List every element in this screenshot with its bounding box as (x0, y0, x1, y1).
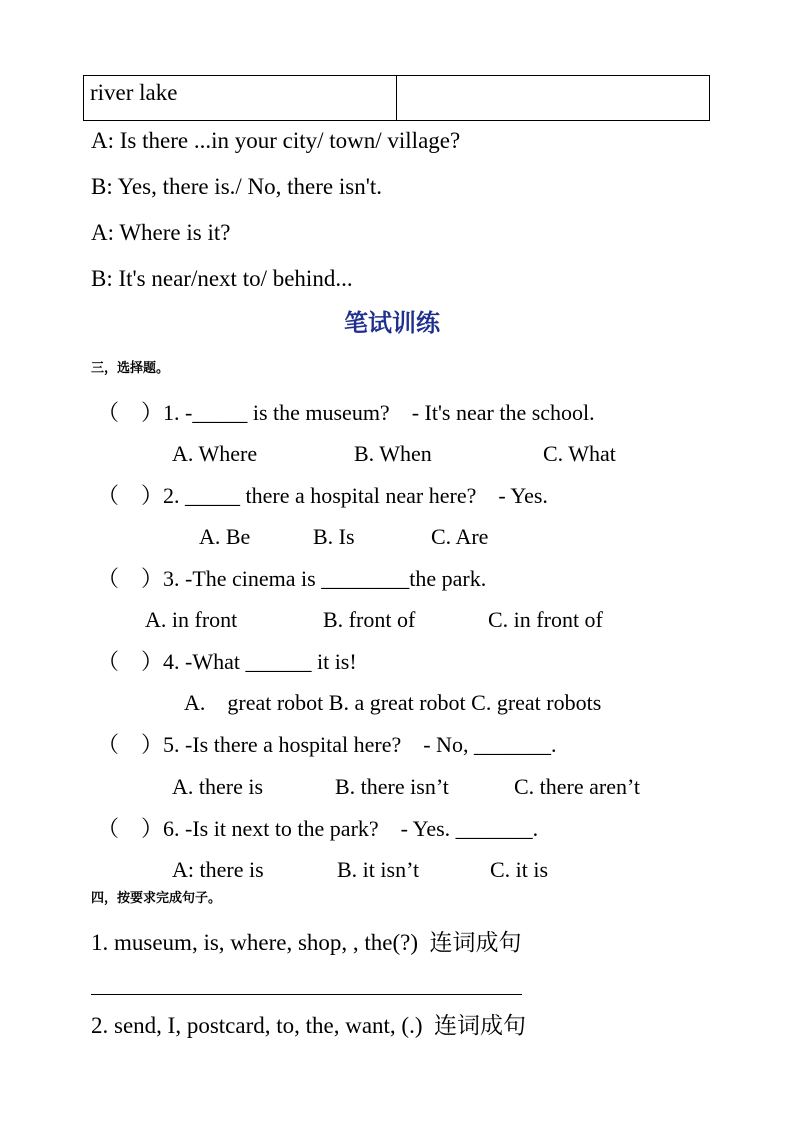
option: A. in front (145, 607, 238, 632)
option: A. there is (172, 774, 264, 799)
option: B. front of (323, 607, 416, 632)
dialogue-line: B: It's near/next to/ behind... (91, 266, 353, 291)
option: C. Are (431, 524, 489, 549)
option: C. What (543, 441, 616, 466)
option: C. it is (490, 857, 549, 882)
option: A. Be (199, 524, 251, 549)
section-heading: 四，按要求完成句子。 (91, 891, 222, 906)
option: A. great robot B. a great robot C. great robots (184, 690, 602, 715)
answer-line (91, 994, 522, 995)
dialogue-line: B: Yes, there is./ No, there isn't. (91, 174, 382, 199)
vocab-table (83, 75, 710, 121)
option: B. Is (313, 524, 355, 549)
question: （ ）4. -What ______ it is! (97, 649, 357, 674)
section-heading: 三，选择题。 (91, 361, 170, 376)
table-row (84, 76, 710, 121)
exercise-item: 2. send, I, postcard, to, the, want, (.) 连词成句 (91, 1013, 527, 1038)
option: A. Where (172, 441, 258, 466)
dialogue-line: A: Is there ...in your city/ town/ village? (91, 128, 461, 153)
page-title: 笔试训练 (344, 309, 440, 337)
exercise-item: 1. museum, is, where, shop, , the(?) 连词成句 (91, 930, 522, 955)
question: （ ）2. _____ there a hospital near here? - Yes. (97, 483, 548, 508)
question: （ ）6. -Is it next to the park? - Yes. _______. (97, 816, 539, 841)
question: （ ）3. -The cinema is ________the park. (97, 566, 487, 591)
question: （ ）5. -Is there a hospital here? - No, _______. (97, 732, 557, 757)
option: B. When (354, 441, 432, 466)
option: C. in front of (488, 607, 603, 632)
option: C. there aren’t (514, 774, 641, 799)
table-cell (397, 76, 710, 121)
question: （ ）1. -_____ is the museum? - It's near the school. (97, 400, 595, 425)
option: A: there is (172, 857, 264, 882)
option: B. there isn’t (335, 774, 449, 799)
option: B. it isn’t (337, 857, 420, 882)
table-cell: river lake (84, 76, 397, 121)
dialogue-line: A: Where is it? (91, 220, 231, 245)
